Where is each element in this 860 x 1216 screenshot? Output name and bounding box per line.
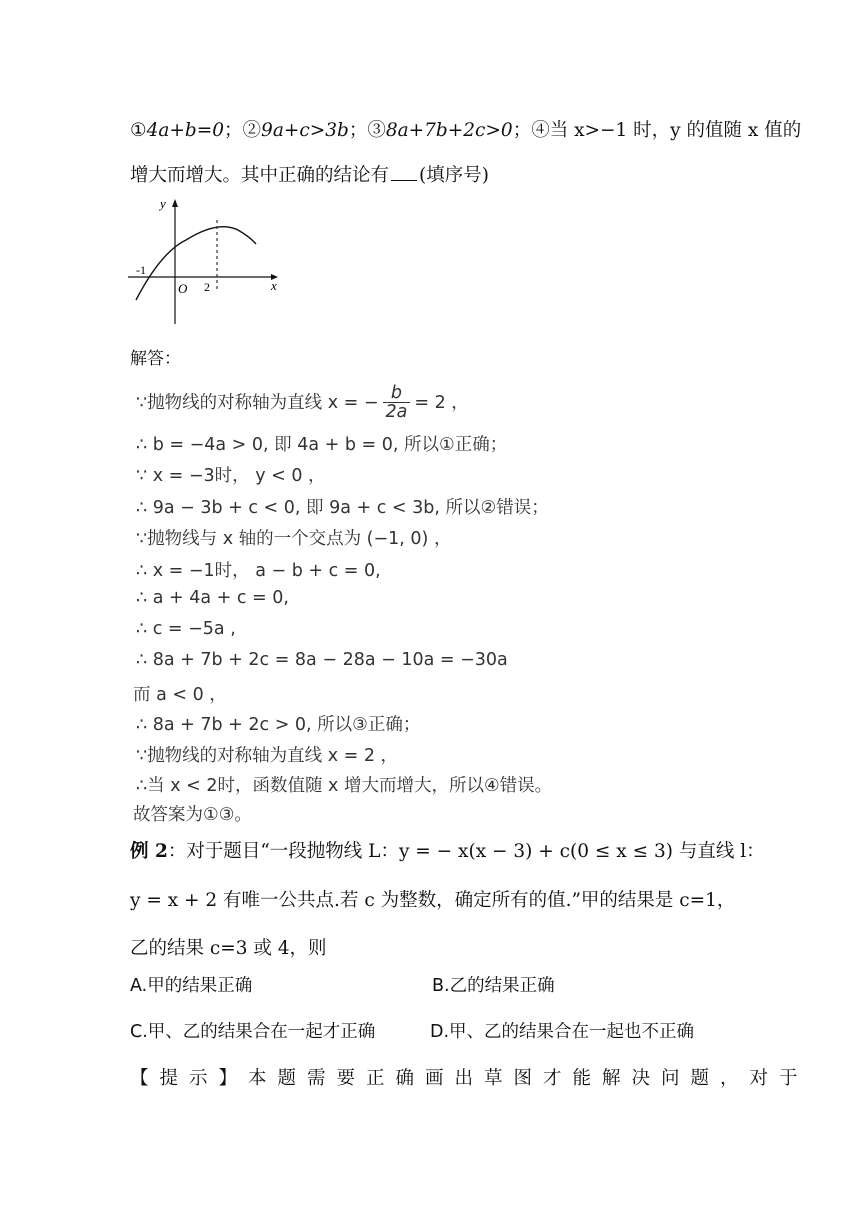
solution-line-9: ∴ 8a + 7b + 2c = 8a − 28a − 10a = −30a [136, 650, 508, 670]
solution-line-4: ∴ 9a − 3b + c < 0, 即 9a + c < 3b, 所以②错误； [136, 498, 549, 518]
fraction-b-over-2a [383, 384, 411, 422]
tick-neg1: -1 [136, 263, 146, 277]
parabola-graph [126, 192, 286, 326]
solution-line-7: ∴ a + 4a + c = 0, [136, 588, 289, 608]
example2-line-2: y = x + 2 有唯一公共点.若 c 为整数，确定所有的值.”甲的结果是 c=1， [130, 890, 736, 911]
example2-text-1: ：对于题目“一段抛物线 L：y = − x(x − 3) + c(0 ≤ x ≤ 3) 与直线 l： [167, 841, 765, 862]
example2-line-1 [130, 837, 765, 863]
solution-line-6: ∴ x = −1时， a − b + c = 0, [136, 561, 381, 581]
solution-s1-post: = 2 ， [414, 392, 469, 413]
circle-2: ② [242, 120, 262, 141]
answer-blank[interactable] [391, 166, 417, 181]
example2-line-3: 乙的结果 c=3 或 4，则 [130, 938, 327, 959]
conclusion-3: 8a+7b+2c>0 [385, 120, 513, 141]
origin-label: O [178, 281, 188, 296]
conclusion-1: 4a+b=0 [146, 120, 225, 141]
fraction-numerator: b [383, 384, 411, 403]
conclusion-2: 9a+c>3b [261, 120, 349, 141]
separator: ； [224, 120, 243, 141]
fraction-denominator: 2a [385, 402, 408, 423]
separator: ； [348, 120, 368, 141]
circle-3: ③ [367, 120, 386, 141]
option-b[interactable]: B.乙的结果正确 [432, 976, 555, 996]
problem-line-2 [130, 161, 489, 187]
solution-line-14: 故答案为①③。 [133, 805, 252, 825]
conclusion-4: 当 x>−1 时，y 的值随 x 值的 [549, 120, 802, 141]
solution-line-13: ∴当 x < 2时，函数值随 x 增大而增大，所以④错误。 [136, 776, 553, 796]
option-a[interactable]: A.甲的结果正确 [130, 976, 253, 996]
option-c[interactable]: C.甲、乙的结果合在一起才正确 [130, 1022, 376, 1042]
circle-4: ④ [531, 120, 550, 141]
y-label: y [160, 196, 166, 211]
parabola-curve [136, 227, 256, 300]
hint-line: 【提示】本题需要正确画出草图才能解决问题，对于 [130, 1068, 809, 1089]
y-axis-arrow [172, 199, 178, 207]
tick-2: 2 [204, 280, 210, 294]
solution-line-10: 而 a < 0 ， [133, 685, 227, 705]
example2-label: 例 2 [130, 841, 168, 862]
solution-line-12: ∵抛物线的对称轴为直线 x = 2 ， [136, 746, 399, 766]
problem-suffix: (填序号) [419, 165, 489, 186]
solution-line-8: ∴ c = −5a , [136, 619, 236, 639]
solution-line-3: ∵ x = −3时， y < 0 ， [136, 466, 326, 486]
solution-line-11: ∴ 8a + 7b + 2c > 0, 所以③正确； [136, 715, 421, 735]
solution-s1-pre: ∵抛物线的对称轴为直线 x = − [136, 392, 379, 413]
solution-line-1 [136, 384, 469, 422]
problem-text: 增大而增大。其中正确的结论有 [130, 165, 390, 186]
separator: ； [512, 120, 532, 141]
solution-line-2: ∴ b = −4a > 0, 即 4a + b = 0, 所以①正确； [136, 435, 508, 455]
option-d[interactable]: D.甲、乙的结果合在一起也不正确 [430, 1022, 695, 1042]
x-label: x [271, 278, 277, 293]
problem-line-1 [130, 116, 801, 142]
solution-line-5: ∵抛物线与 x 轴的一个交点为 (−1, 0) ， [136, 529, 452, 549]
solution-label: 解答： [130, 349, 181, 369]
circle-1: ① [130, 120, 147, 141]
